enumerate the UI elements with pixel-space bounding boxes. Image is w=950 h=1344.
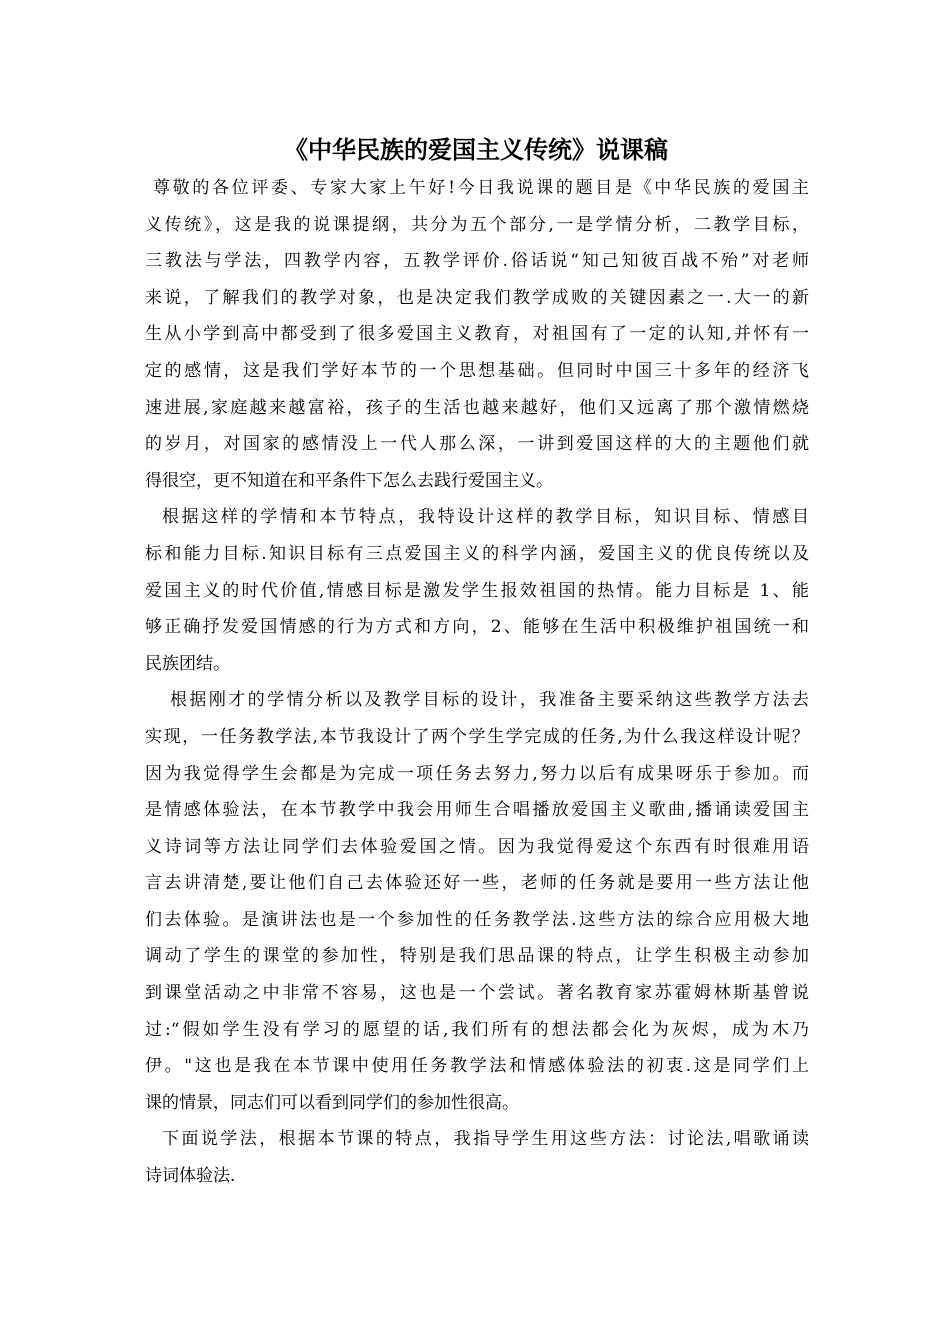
paragraph-line: 义传统》，这是我的说课提纲，共分为五个部分,一是学情分析，二教学目标， [145,214,809,235]
paragraph-line: 义诗词等方法让同学们去体验爱国之情。因为我觉得爱这个东西有时很难用语 [145,836,809,857]
paragraph-line: 调动了学生的课堂的参加性，特别是我们思品课的特点，让学生积极主动参加 [145,946,809,967]
paragraph-line: 根据刚才的学情分析以及教学目标的设计，我准备主要采纳这些教学方法去 [170,690,809,711]
paragraph-line: 爱国主义的时代价值,情感目标是激发学生报效祖国的热情。能力目标是 1、能 [145,580,809,601]
paragraph-line: 过:“假如学生没有学习的愿望的话,我们所有的想法都会化为灰烬，成为木乃 [145,1019,809,1040]
paragraph-line: 尊敬的各位评委、专家大家上午好!今日我说课的题目是《中华民族的爱国主 [153,178,809,198]
paragraph [145,682,809,1121]
paragraph-line: 实现，一任务教学法,本节我设计了两个学生学完成的任务,为什么我这样设计呢？ [145,726,809,747]
paragraph-line: 民族团结。 [145,653,230,674]
paragraph-line: 课的情景，同志们可以看到同学们的参加性很高。 [145,1092,519,1113]
paragraph-line: 下面说学法，根据本节课的特点，我指导学生用这些方法：讨论法,唱歌诵读 [162,1129,809,1150]
paragraph-line: 诗词体验法. [145,1166,236,1187]
paragraph-line: 速进展,家庭越来越富裕，孩子的生活也越来越好，他们又远离了那个激情燃烧 [145,397,809,418]
paragraph [145,499,809,682]
paragraph-line: 因为我觉得学生会都是为完成一项任务去努力,努力以后有成果呀乐于参加。而 [145,763,809,784]
paragraph-line: 伊。"这也是我在本节课中使用任务教学法和情感体验法的初衷.这是同学们上 [145,1056,809,1077]
paragraph-line: 来说，了解我们的教学对象，也是决定我们教学成败的关键因素之一.大一的新 [145,287,809,308]
paragraph-line: 够正确抒发爱国情感的行为方式和方向，2、能够在生活中积极维护祖国统一和 [145,617,809,638]
document-body [145,170,809,1195]
paragraph-line: 们去体验。是演讲法也是一个参加性的任务教学法.这些方法的综合应用极大地 [145,909,809,930]
paragraph-line: 定的感情，这是我们学好本节的一个思想基础。但同时中国三十多年的经济飞 [145,360,809,381]
paragraph-line: 生从小学到高中都受到了很多爱国主义教育，对祖国有了一定的认知,并怀有一 [145,324,809,345]
document-title: 《中华民族的爱国主义传统》说课稿 [284,135,668,164]
paragraph-line: 得很空，更不知道在和平条件下怎么去践行爱国主义。 [145,470,553,491]
paragraph-line: 言去讲清楚,要让他们自己去体验还好一些，老师的任务就是要用一些方法让他 [145,873,809,894]
paragraph-line: 的岁月，对国家的感情没上一代人那么深，一讲到爱国这样的大的主题他们就 [145,434,809,455]
paragraph-line: 根据这样的学情和本节特点，我特设计这样的教学目标，知识目标、情感目 [162,507,809,528]
paragraph [145,1121,809,1194]
paragraph-line: 标和能力目标.知识目标有三点爱国主义的科学内涵，爱国主义的优良传统以及 [145,543,809,564]
paragraph-line: 三教法与学法，四教学内容，五教学评价.俗话说“知己知彼百战不殆”对老师 [145,251,809,272]
paragraph [145,170,809,499]
paragraph-line: 是情感体验法，在本节教学中我会用师生合唱播放爱国主义歌曲,播诵读爱国主 [145,800,809,821]
paragraph-line: 到课堂活动之中非常不容易，这也是一个尝试。著名教育家苏霍姆林斯基曾说 [145,983,809,1004]
